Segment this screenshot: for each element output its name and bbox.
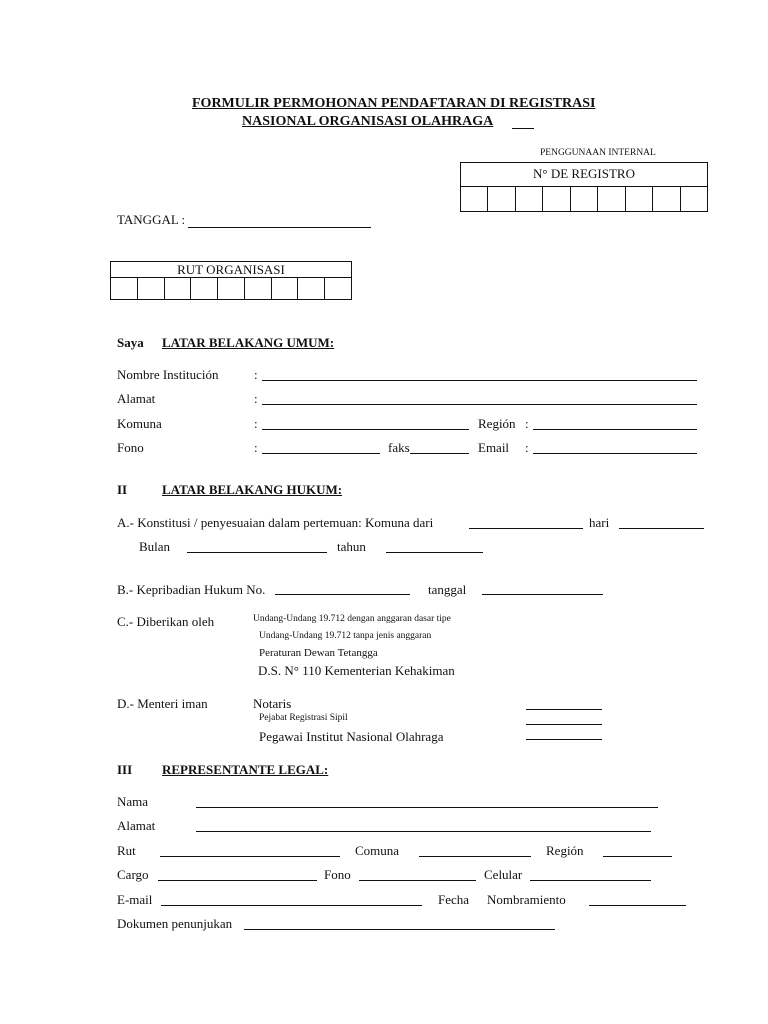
rut-label: Rut	[117, 843, 136, 858]
email-label: Email	[478, 440, 510, 455]
celular-field[interactable]	[530, 880, 651, 881]
bulan-label: Bulan	[139, 539, 171, 554]
registro-cell[interactable]	[571, 187, 598, 211]
rep-fono-label: Fono	[324, 867, 351, 882]
rut-org-header	[110, 261, 352, 278]
section3-title: REPRESENTANTE LEGAL:	[162, 762, 329, 777]
rep-email-field[interactable]	[161, 905, 422, 906]
registro-cell[interactable]	[598, 187, 625, 211]
menteri-iman-label: D.- Menteri iman	[117, 696, 208, 711]
colon: :	[254, 391, 258, 406]
kepribadian-label: B.- Kepribadian Hukum No.	[117, 582, 266, 597]
nombramiento-label: Nombramiento	[487, 892, 566, 907]
section1-number: Saya	[117, 335, 144, 350]
rut-field[interactable]	[160, 856, 340, 857]
diberikan-label: C.- Diberikan oleh	[117, 614, 215, 629]
nombre-label: Nombre Institución	[117, 367, 219, 382]
registro-cell[interactable]	[488, 187, 515, 211]
section2-title: LATAR BELAKANG HUKUM:	[162, 482, 343, 497]
form-title-line2: NASIONAL ORGANISASI OLAHRAGA	[242, 114, 494, 129]
rut-cell[interactable]	[111, 278, 138, 299]
nombramiento-field[interactable]	[589, 905, 686, 906]
tanggal-label: TANGGAL :	[117, 212, 186, 227]
registro-cell[interactable]	[626, 187, 653, 211]
faks-field[interactable]	[410, 453, 469, 454]
cargo-label: Cargo	[117, 867, 149, 882]
rep-email-label: E-mail	[117, 892, 153, 907]
celular-label: Celular	[484, 867, 523, 882]
notaris-field[interactable]	[526, 709, 602, 710]
region-field[interactable]	[533, 429, 697, 430]
rut-org-label: RUT ORGANISASI	[177, 262, 285, 277]
komuna-field[interactable]	[262, 429, 469, 430]
komuna-dari-field[interactable]	[469, 528, 583, 529]
alamat-field[interactable]	[262, 404, 697, 405]
form-title-line1: FORMULIR PERMOHONAN PENDAFTARAN DI REGISTRASI	[192, 96, 596, 111]
registro-number-grid[interactable]	[460, 187, 708, 212]
alamat-label: Alamat	[117, 391, 156, 406]
rep-region-label: Región	[546, 843, 584, 858]
option-pegawai[interactable]: Pegawai Institut Nasional Olahraga	[259, 729, 444, 744]
tahun-field[interactable]	[386, 552, 483, 553]
rut-cell[interactable]	[272, 278, 299, 299]
hari-field[interactable]	[619, 528, 704, 529]
section1-title: LATAR BELAKANG UMUM:	[162, 335, 335, 350]
rep-region-field[interactable]	[603, 856, 672, 857]
rep-alamat-field[interactable]	[196, 831, 651, 832]
rut-cell[interactable]	[165, 278, 192, 299]
registro-header	[460, 162, 708, 187]
rut-org-grid[interactable]	[110, 278, 352, 300]
section3-number: III	[117, 762, 133, 777]
konstitusi-label: A.- Konstitusi / penyesuaian dalam pertemuan: Komuna dari	[117, 515, 434, 530]
region-label: Región	[478, 416, 516, 431]
rut-cell[interactable]	[191, 278, 218, 299]
bulan-field[interactable]	[187, 552, 327, 553]
colon: :	[254, 440, 258, 455]
email-field[interactable]	[533, 453, 697, 454]
comuna-label: Comuna	[355, 843, 400, 858]
registro-cell[interactable]	[543, 187, 570, 211]
registro-cell[interactable]	[461, 187, 488, 211]
nama-label: Nama	[117, 794, 149, 809]
b-tanggal-label: tanggal	[428, 582, 467, 597]
cargo-field[interactable]	[158, 880, 317, 881]
rep-fono-field[interactable]	[359, 880, 476, 881]
nama-field[interactable]	[196, 807, 658, 808]
section2-number: II	[117, 482, 128, 497]
fono-field[interactable]	[262, 453, 380, 454]
nombre-field[interactable]	[262, 380, 697, 381]
komuna-label: Komuna	[117, 416, 162, 431]
faks-label: faks	[388, 440, 410, 455]
b-tanggal-field[interactable]	[482, 594, 603, 595]
hari-label: hari	[589, 515, 610, 530]
rut-cell[interactable]	[325, 278, 351, 299]
registro-cell[interactable]	[681, 187, 707, 211]
fecha-label: Fecha	[438, 892, 470, 907]
rep-alamat-label: Alamat	[117, 818, 156, 833]
rut-cell[interactable]	[298, 278, 325, 299]
colon: :	[525, 416, 529, 431]
rut-cell[interactable]	[245, 278, 272, 299]
tahun-label: tahun	[337, 539, 366, 554]
rut-cell[interactable]	[138, 278, 165, 299]
fono-label: Fono	[117, 440, 144, 455]
kepribadian-field[interactable]	[275, 594, 410, 595]
option-peraturan[interactable]: Peraturan Dewan Tetangga	[259, 647, 378, 659]
option-ds-110[interactable]: D.S. N° 110 Kementerian Kehakiman	[258, 663, 455, 678]
rut-cell[interactable]	[218, 278, 245, 299]
option-notaris[interactable]: Notaris	[253, 696, 292, 711]
option-undang-tipe[interactable]: Undang-Undang 19.712 dengan anggaran dasar tipe	[253, 614, 451, 624]
pejabat-field[interactable]	[526, 724, 602, 725]
comuna-field[interactable]	[419, 856, 531, 857]
dokumen-field[interactable]	[244, 929, 555, 930]
internal-use-label: PENGGUNAAN INTERNAL	[540, 148, 656, 158]
pegawai-field[interactable]	[526, 739, 602, 740]
colon: :	[254, 416, 258, 431]
colon: :	[525, 440, 529, 455]
registro-cell[interactable]	[653, 187, 680, 211]
registro-cell[interactable]	[516, 187, 543, 211]
colon: :	[254, 367, 258, 382]
option-undang-tanpa[interactable]: Undang-Undang 19.712 tanpa jenis anggaran	[259, 631, 432, 641]
dokumen-label: Dokumen penunjukan	[117, 916, 233, 931]
title-underline-tail	[512, 128, 534, 129]
option-pejabat[interactable]: Pejabat Registrasi Sipil	[259, 713, 348, 723]
registro-label: N° DE REGISTRO	[533, 166, 635, 181]
tanggal-field[interactable]	[188, 227, 371, 228]
